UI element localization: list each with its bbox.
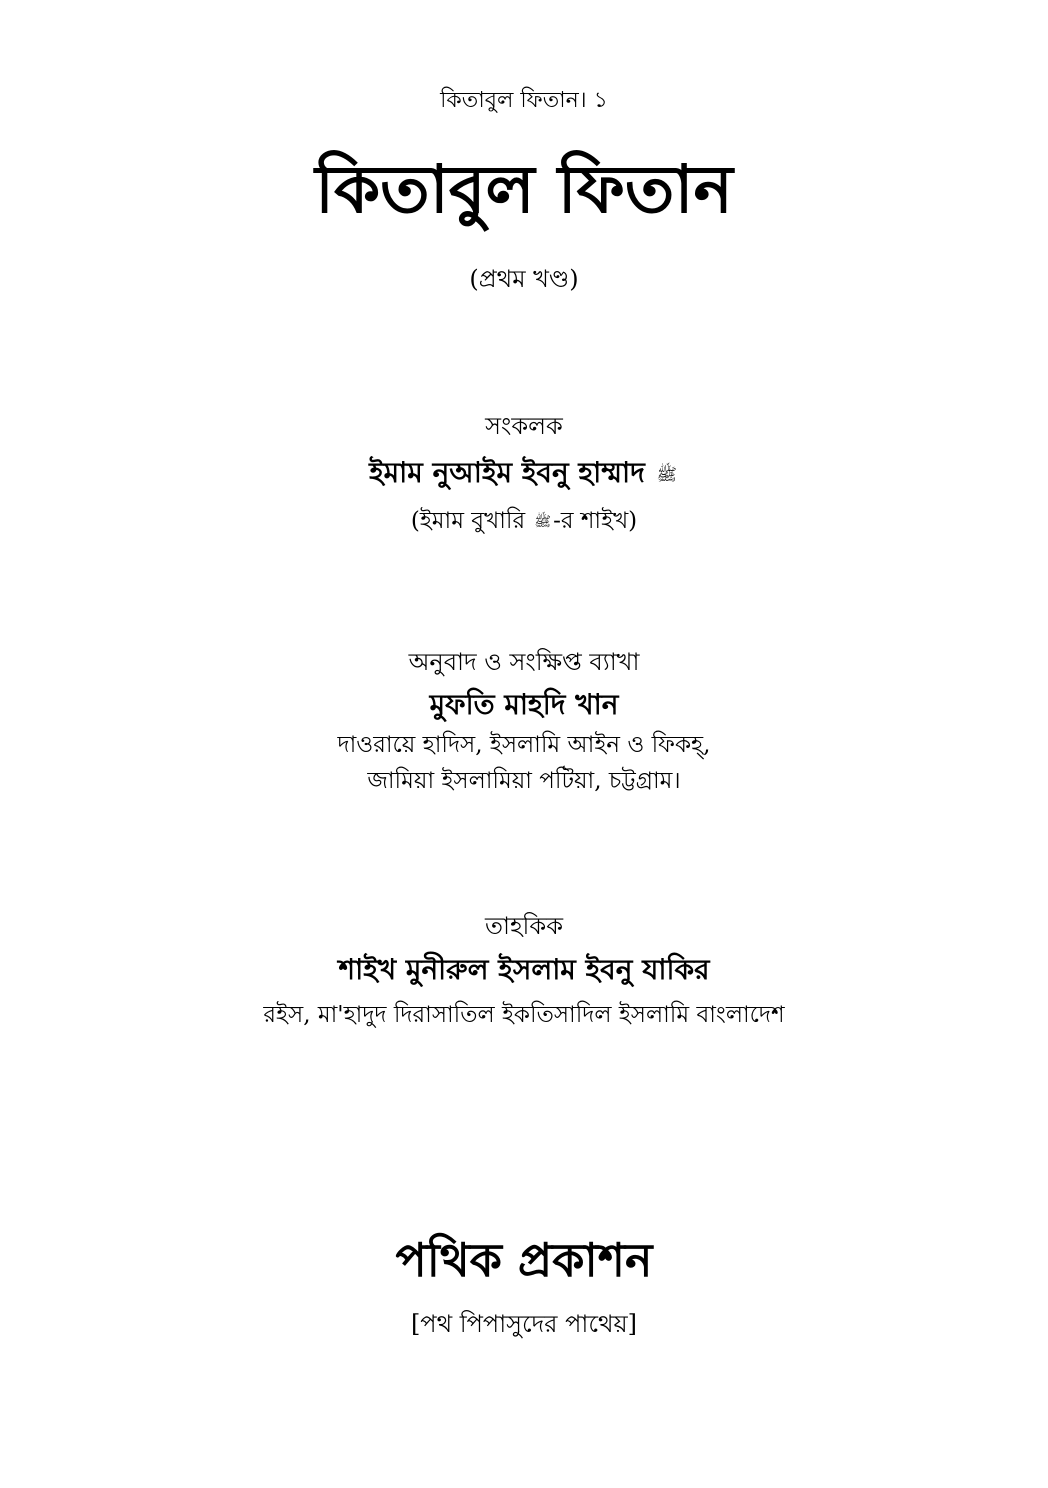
editor-role: তাহকিক xyxy=(484,912,564,940)
compiler-note-suffix: -র শাইখ) xyxy=(553,508,638,534)
compiler-name: ইমাম নুআইম ইবনু হাম্মাদ xyxy=(369,456,645,489)
book-title: কিতাবুল ফিতান xyxy=(315,151,733,228)
translator-credential-line-2: জামিয়া ইসলামিয়া পটিয়া, চট্টগ্রাম। xyxy=(367,768,681,794)
translator-role: অনুবাদ ও সংক্ষিপ্ত ব্যাখা xyxy=(408,648,640,676)
honorific-icon: ﷺ xyxy=(534,513,552,530)
volume-label: (প্রথম খণ্ড) xyxy=(469,265,579,293)
compiler-name-line xyxy=(0,456,1048,490)
compiler-role: সংকলক xyxy=(485,412,563,440)
translator-name: মুফতি মাহদি খান xyxy=(429,688,619,721)
running-header: কিতাবুল ফিতান। ১ xyxy=(440,88,608,113)
honorific-icon: ﷺ xyxy=(656,463,677,484)
compiler-note xyxy=(0,508,1048,536)
compiler-note-prefix: (ইমাম বুখারি xyxy=(410,508,533,534)
editor-credential: রইস, মা'হাদুদ দিরাসাতিল ইকতিসাদিল ইসলামি বাংলাদেশ xyxy=(263,1002,785,1028)
editor-name: শাইখ মুনীরুল ইসলাম ইবনু যাকির xyxy=(338,953,710,986)
publisher-name: পথিক প্রকাশন xyxy=(395,1233,653,1287)
publisher-slogan: [পথ পিপাসুদের পাথেয়] xyxy=(410,1310,638,1338)
translator-credential-line-1: দাওরায়ে হাদিস, ইসলামি আইন ও ফিকহ্, xyxy=(337,732,711,758)
